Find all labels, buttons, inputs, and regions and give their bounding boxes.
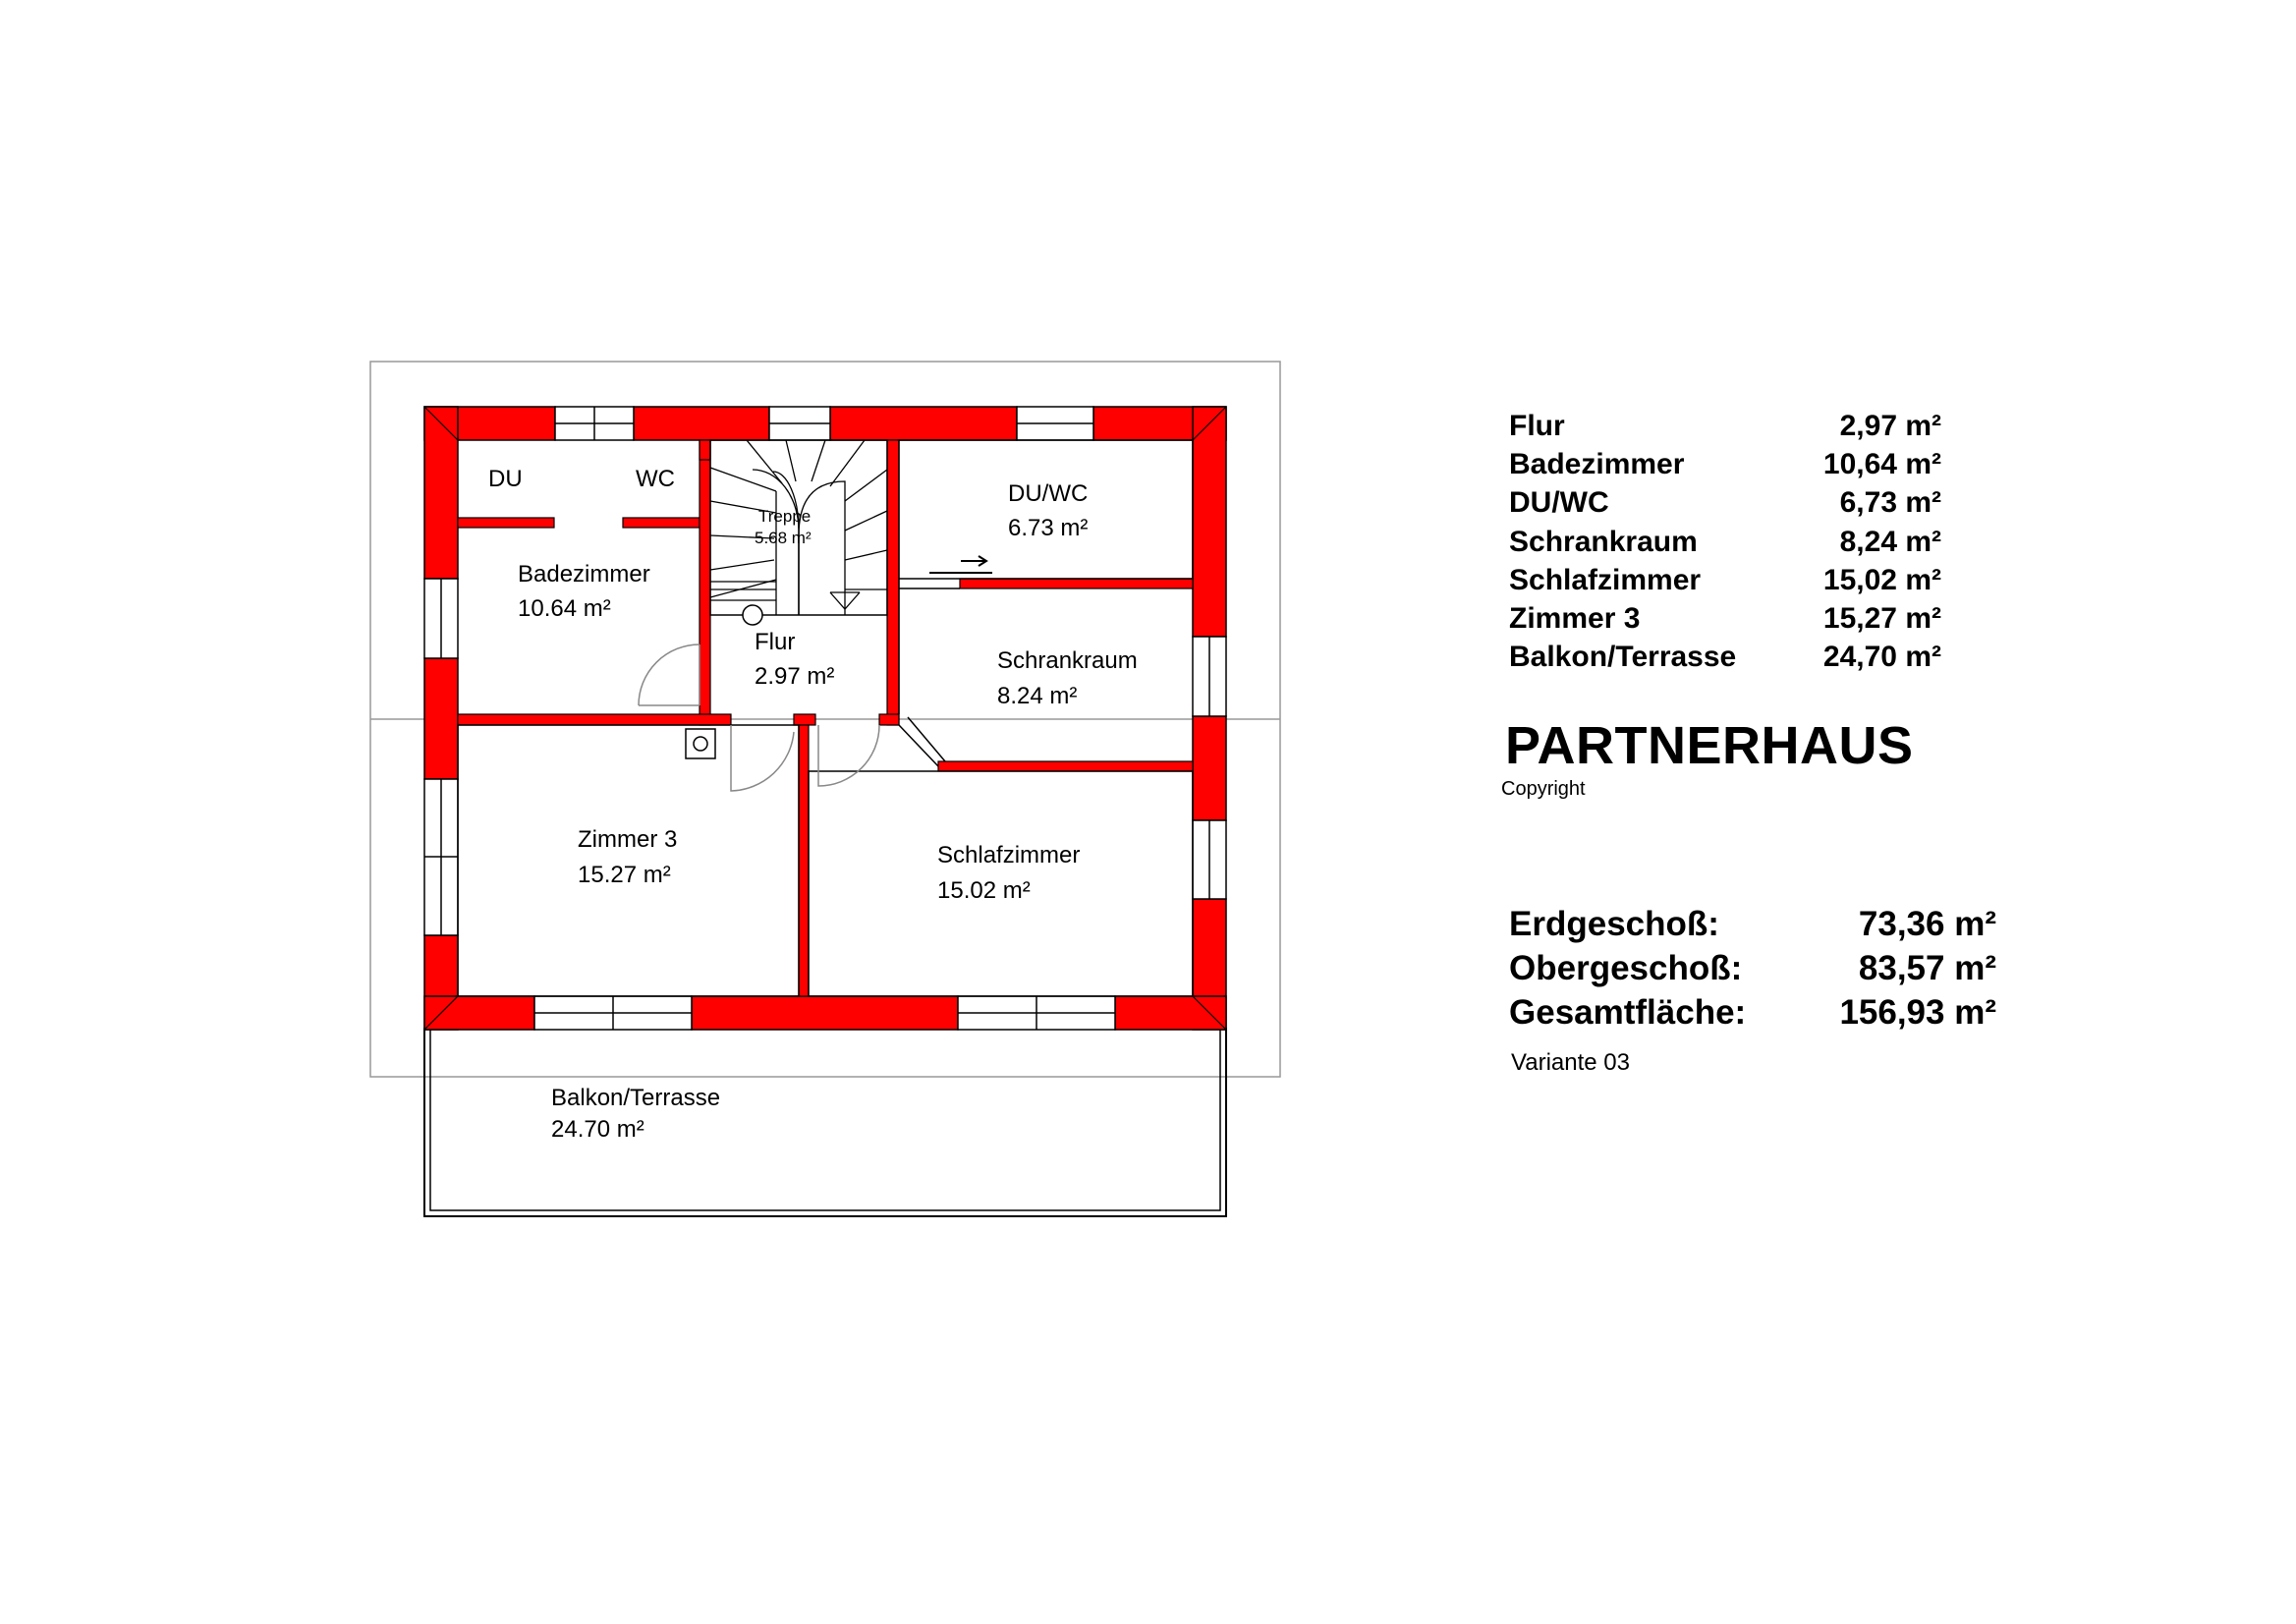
area-row-value: 8,24 m² [1839,525,1941,558]
area-row [1509,523,1941,561]
area-row-value: 15,02 m² [1822,563,1941,596]
area-row-name: DU/WC [1509,486,1609,520]
label-balkon: Balkon/Terrasse [551,1085,721,1111]
label-schrankraum: Schrankraum [997,647,1138,674]
label-zimmer3: Zimmer 3 [578,826,678,853]
brand-title: PARTNERHAUS [1505,716,1914,775]
total-row [1509,946,1996,990]
total-row [1509,990,1996,1035]
area-schrankraum: 8.24 m² [997,683,1078,709]
total-row [1509,902,1996,946]
chimney [686,729,715,758]
area-flur: 2.97 m² [755,663,835,690]
total-value: 83,57 m² [1858,949,1996,987]
area-row [1509,599,1941,638]
area-schlafzimmer: 15.02 m² [937,877,1031,904]
area-row-value: 24,70 m² [1822,641,1941,674]
sliding-door [929,556,992,573]
label-schlafzimmer: Schlafzimmer [937,842,1081,868]
balcony [424,1029,1226,1216]
area-badezimmer: 10.64 m² [518,595,611,622]
area-row-name: Schrankraum [1509,525,1698,558]
area-row [1509,561,1941,599]
area-row-name: Schlafzimmer [1509,563,1702,596]
area-row [1509,445,1941,483]
total-label: Erdgeschoß: [1509,905,1719,943]
area-row-name: Flur [1509,410,1565,442]
copyright-text: Copyright [1501,778,1586,800]
stair-start-marker [743,605,762,625]
area-row [1509,483,1941,522]
area-treppe: 5.68 m² [755,529,812,547]
area-row-name: Badezimmer [1509,448,1685,481]
area-row-value: 2,97 m² [1839,410,1941,442]
label-treppe: Treppe [758,507,812,526]
floor-totals [1509,902,1996,1035]
area-row-value: 15,27 m² [1822,601,1941,635]
area-zimmer3: 15.27 m² [578,862,671,888]
total-value: 73,36 m² [1858,905,1996,943]
room-area-table [1509,407,1941,676]
label-du: DU [488,466,523,492]
area-row-value: 6,73 m² [1839,486,1941,520]
area-row [1509,407,1941,445]
total-value: 156,93 m² [1839,993,1996,1032]
total-label: Obergeschoß: [1509,949,1743,987]
area-row-value: 10,64 m² [1822,448,1941,481]
area-duwc: 6.73 m² [1008,515,1089,541]
total-label: Gesamtfläche: [1509,993,1747,1032]
area-row-name: Zimmer 3 [1509,601,1641,635]
label-duwc: DU/WC [1008,480,1089,507]
variant-label: Variante 03 [1511,1049,1630,1076]
area-balkon: 24.70 m² [551,1116,644,1143]
area-row [1509,638,1941,676]
label-flur: Flur [755,629,796,655]
label-wc: WC [636,466,675,492]
staircase [710,440,887,615]
area-row-name: Balkon/Terrasse [1509,641,1737,674]
label-badezimmer: Badezimmer [518,561,650,588]
